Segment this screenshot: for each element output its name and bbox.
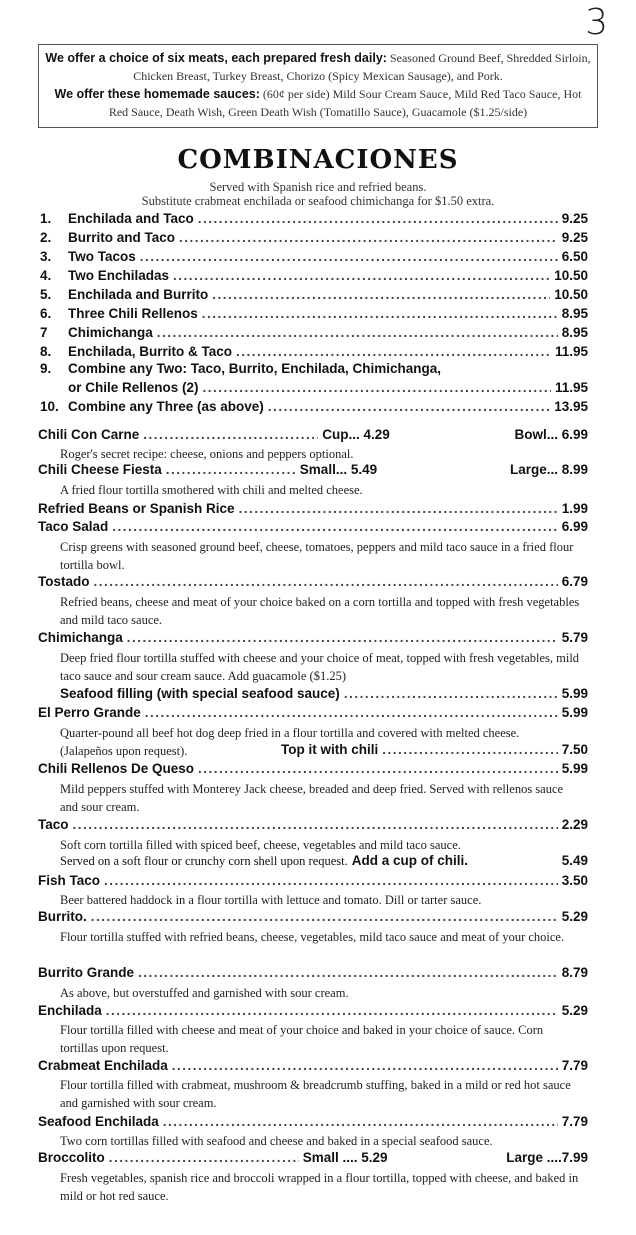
combo-item: 1. Enchilada and Taco ..... 9.25: [40, 211, 588, 226]
item-description: Quarter-pound all beef hot dog deep fried in a flour tortilla and covered with melted cheese. (Jalapeños upon request).: [60, 726, 520, 758]
combo-item: 2. Burrito and Taco ..... 9.25: [40, 230, 588, 245]
menu-item-chimichanga: Chimichanga ..... 5.79: [38, 630, 588, 645]
item-description: Beer battered haddock in a flour tortilla with lettuce and tomato. Dill or tarter sauce.: [60, 893, 482, 907]
combo-item-continued: or Chile Rellenos (2) ..... 11.95: [40, 380, 588, 395]
item-description: Flour tortilla filled with crabmeat, mushroom & breadcrumb stuffing, baked in a mild or red hot sauce and garnished with sour cream.: [60, 1078, 571, 1110]
item-description: A fried flour tortilla smothered with chili and melted cheese.: [60, 483, 363, 497]
item-description: Flour tortilla stuffed with refried beans, cheese, vegetables, mild taco sauce and meat of your choice.: [60, 930, 565, 944]
menu-item-tostado: Tostado ..... 6.79: [38, 574, 588, 589]
item-description: Refried beans, cheese and meat of your choice baked on a corn tortilla and topped with fresh vegetables and mild taco sauce.: [60, 595, 580, 627]
sauces-paragraph: [45, 85, 591, 121]
item-description: Soft corn tortilla filled with spiced beef, cheese, vegetables and mild taco sauce.: [60, 838, 461, 852]
meats-paragraph: [45, 49, 591, 85]
menu-item-taco: Taco ..... 2.29: [38, 817, 588, 832]
sauces-list: (60¢ per side) Mild Sour Cream Sauce, Mild Red Taco Sauce, Hot Red Sauce, Death Wish, Green Death Wish (Tomatillo Sauce), Guacamole ($1.25/side): [108, 87, 582, 119]
item-description: Crisp greens with seasoned ground beef, cheese, tomatoes, peppers and mild taco sauce in a fried flour tortilla bowl.: [60, 540, 574, 572]
combo-item: 6. Three Chili Rellenos ..... 8.95: [40, 306, 588, 321]
intro-box: [38, 44, 598, 128]
section-heading: COMBINACIONES: [177, 145, 459, 175]
menu-item-top-with-chili: Top it with chili ..... 7.50: [281, 742, 588, 757]
combo-item: 3. Two Tacos ..... 6.50: [40, 249, 588, 264]
combo-item: 9. Combine any Two: Taco, Burrito, Enchilada, Chimichanga,: [40, 361, 442, 376]
meats-heading: We offer a choice of six meats, each prepared fresh daily:: [45, 51, 387, 65]
menu-item-burrito-grande: Burrito Grande ..... 8.79: [38, 965, 588, 980]
menu-item-seafood-filling: Seafood filling (with special seafood sauce) ..... 5.99: [60, 686, 588, 701]
combo-item: 8. Enchilada, Burrito & Taco ..... 11.95: [40, 344, 588, 359]
taco-upgrade-line: Served on a soft flour or crunchy corn shell upon request. Add a cup of chili. 5.49: [60, 853, 588, 868]
menu-item-refried-beans: Refried Beans or Spanish Rice ..... 1.99: [38, 501, 588, 516]
menu-item-broccolito: Broccolito ..... Small .... 5.29 Large ....7.99: [38, 1150, 588, 1165]
heading-subtext-2: Substitute crabmeat enchilada or seafood chimichanga for $1.50 extra.: [141, 194, 495, 208]
combo-item: 4. Two Enchiladas ..... 10.50: [40, 268, 588, 283]
item-description: As above, but overstuffed and garnished with sour cream.: [60, 986, 349, 1000]
item-description: Fresh vegetables, spanish rice and broccoli wrapped in a flour tortilla, topped with cheese, and baked in mild or hot red sauce.: [60, 1171, 579, 1203]
item-description: Mild peppers stuffed with Monterey Jack cheese, breaded and deep fried. Served with rellenos sauce and sour cream.: [60, 782, 564, 814]
menu-item-chili-cheese-fiesta: Chili Cheese Fiesta ..... Small... 5.49 Large... 8.99: [38, 462, 588, 477]
menu-item-seafood-enchilada: Seafood Enchilada ..... 7.79: [38, 1114, 588, 1129]
menu-item-fish-taco: Fish Taco ..... 3.50: [38, 873, 588, 888]
heading-subtext-1: Served with Spanish rice and refried beans.: [209, 180, 427, 194]
combo-item: 10. Combine any Three (as above) ..... 13.95: [40, 399, 588, 414]
combo-item: 7 Chimichanga ..... 8.95: [40, 325, 588, 340]
menu-item-chili-rellenos: Chili Rellenos De Queso ..... 5.99: [38, 761, 588, 776]
item-description: Roger's secret recipe: cheese, onions and peppers optional.: [60, 447, 354, 461]
item-description: Two corn tortillas filled with seafood and cheese and baked in a special seafood sauce.: [60, 1134, 493, 1148]
menu-item-crabmeat-enchilada: Crabmeat Enchilada ..... 7.79: [38, 1058, 588, 1073]
menu-item-chili-con-carne: Chili Con Carne ..... Cup... 4.29 Bowl... 6.99: [38, 427, 588, 442]
combo-item: 5. Enchilada and Burrito ..... 10.50: [40, 287, 588, 302]
item-description: Flour tortilla filled with cheese and meat of your choice and baked in your choice of sauce. Corn tortillas upon request.: [60, 1023, 544, 1055]
sauces-heading: We offer these homemade sauces:: [54, 87, 260, 101]
meats-list: Seasoned Ground Beef, Shredded Sirloin, Chicken Breast, Turkey Breast, Chorizo (Spicy Mexican Sausage), and Pork.: [133, 51, 591, 83]
item-description: Deep fried flour tortilla stuffed with cheese and your choice of meat, topped with fresh vegetables, mild taco sauce and sour cream sauce. Add guacamole ($1.25): [60, 651, 580, 683]
menu-item-enchilada: Enchilada ..... 5.29: [38, 1003, 588, 1018]
page-number: 3: [585, 2, 608, 43]
menu-item-el-perro-grande: El Perro Grande ..... 5.99: [38, 705, 588, 720]
menu-item-taco-salad: Taco Salad ..... 6.99: [38, 519, 588, 534]
menu-item-burrito: Burrito. ..... 5.29: [38, 909, 588, 924]
